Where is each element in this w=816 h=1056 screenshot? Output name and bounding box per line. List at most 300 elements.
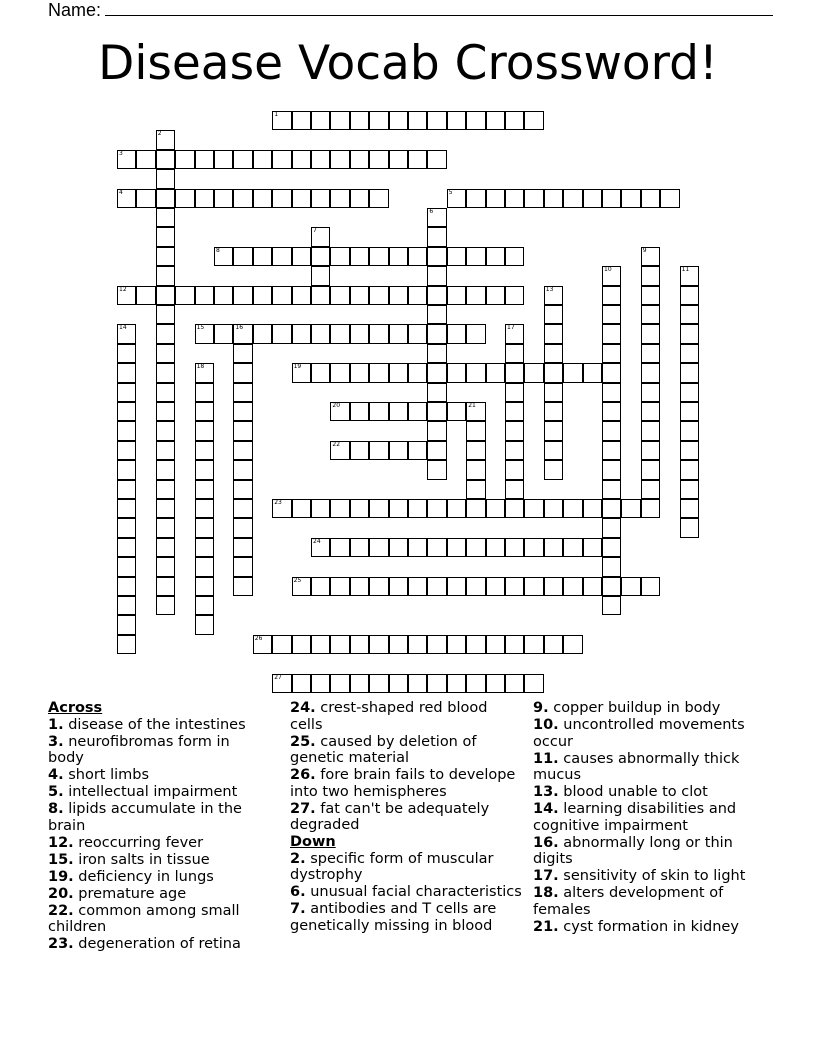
crossword-cell[interactable] — [505, 324, 524, 343]
crossword-cell[interactable] — [117, 635, 136, 654]
crossword-cell[interactable] — [330, 499, 349, 518]
crossword-cell[interactable] — [214, 286, 233, 305]
crossword-cell[interactable] — [505, 383, 524, 402]
crossword-cell[interactable] — [117, 596, 136, 615]
crossword-cell[interactable] — [602, 189, 621, 208]
crossword-cell[interactable] — [466, 460, 485, 479]
crossword-cell[interactable] — [505, 538, 524, 557]
crossword-cell[interactable] — [524, 577, 543, 596]
crossword-cell[interactable] — [272, 324, 291, 343]
crossword-cell[interactable] — [350, 635, 369, 654]
crossword-cell[interactable] — [233, 538, 252, 557]
crossword-cell[interactable] — [641, 383, 660, 402]
crossword-cell[interactable] — [544, 421, 563, 440]
crossword-cell[interactable] — [544, 635, 563, 654]
crossword-cell[interactable] — [195, 421, 214, 440]
crossword-cell[interactable] — [660, 189, 679, 208]
crossword-cell[interactable] — [330, 286, 349, 305]
crossword-cell[interactable] — [544, 441, 563, 460]
crossword-cell[interactable] — [117, 538, 136, 557]
crossword-cell[interactable] — [272, 150, 291, 169]
crossword-cell[interactable] — [427, 441, 446, 460]
crossword-cell[interactable] — [195, 441, 214, 460]
crossword-cell[interactable] — [641, 577, 660, 596]
crossword-cell[interactable] — [195, 557, 214, 576]
crossword-cell[interactable] — [292, 499, 311, 518]
crossword-cell[interactable] — [350, 363, 369, 382]
crossword-cell[interactable] — [505, 674, 524, 693]
crossword-cell[interactable] — [233, 518, 252, 537]
crossword-cell[interactable] — [466, 538, 485, 557]
crossword-cell[interactable] — [466, 111, 485, 130]
crossword-cell[interactable] — [427, 577, 446, 596]
crossword-cell[interactable] — [505, 344, 524, 363]
crossword-cell[interactable] — [680, 518, 699, 537]
crossword-cell[interactable] — [680, 324, 699, 343]
crossword-cell[interactable] — [350, 538, 369, 557]
crossword-cell[interactable] — [330, 247, 349, 266]
crossword-cell[interactable] — [292, 324, 311, 343]
crossword-cell[interactable] — [156, 460, 175, 479]
crossword-cell[interactable] — [486, 499, 505, 518]
crossword-cell[interactable] — [272, 286, 291, 305]
crossword-cell[interactable] — [641, 305, 660, 324]
crossword-cell[interactable] — [466, 189, 485, 208]
crossword-cell[interactable] — [544, 363, 563, 382]
crossword-cell[interactable] — [544, 305, 563, 324]
crossword-cell[interactable] — [466, 480, 485, 499]
crossword-cell[interactable] — [505, 286, 524, 305]
crossword-cell[interactable] — [544, 577, 563, 596]
crossword-cell[interactable] — [253, 189, 272, 208]
crossword-cell[interactable] — [544, 402, 563, 421]
crossword-cell[interactable] — [156, 208, 175, 227]
crossword-cell[interactable] — [602, 383, 621, 402]
crossword-cell[interactable] — [156, 266, 175, 285]
crossword-cell[interactable] — [447, 286, 466, 305]
crossword-cell[interactable] — [195, 189, 214, 208]
crossword-cell[interactable] — [486, 538, 505, 557]
crossword-cell[interactable] — [117, 344, 136, 363]
crossword-cell[interactable] — [330, 189, 349, 208]
crossword-cell[interactable] — [272, 635, 291, 654]
crossword-cell[interactable] — [156, 286, 175, 305]
crossword-cell[interactable] — [117, 286, 136, 305]
crossword-cell[interactable] — [466, 499, 485, 518]
crossword-cell[interactable] — [680, 344, 699, 363]
crossword-cell[interactable] — [311, 286, 330, 305]
crossword-cell[interactable] — [233, 421, 252, 440]
crossword-cell[interactable] — [641, 441, 660, 460]
crossword-cell[interactable] — [427, 111, 446, 130]
crossword-cell[interactable] — [427, 402, 446, 421]
crossword-cell[interactable] — [641, 247, 660, 266]
crossword-cell[interactable] — [602, 344, 621, 363]
crossword-cell[interactable] — [292, 150, 311, 169]
crossword-cell[interactable] — [350, 674, 369, 693]
crossword-cell[interactable] — [253, 324, 272, 343]
crossword-cell[interactable] — [447, 363, 466, 382]
crossword-cell[interactable] — [136, 150, 155, 169]
crossword-cell[interactable] — [311, 111, 330, 130]
crossword-cell[interactable] — [447, 577, 466, 596]
crossword-cell[interactable] — [369, 247, 388, 266]
crossword-cell[interactable] — [311, 189, 330, 208]
crossword-cell[interactable] — [350, 402, 369, 421]
crossword-cell[interactable] — [505, 247, 524, 266]
crossword-cell[interactable] — [350, 111, 369, 130]
crossword-cell[interactable] — [136, 286, 155, 305]
crossword-cell[interactable] — [641, 499, 660, 518]
crossword-cell[interactable] — [544, 383, 563, 402]
crossword-cell[interactable] — [602, 596, 621, 615]
crossword-cell[interactable] — [233, 577, 252, 596]
crossword-cell[interactable] — [641, 344, 660, 363]
crossword-cell[interactable] — [680, 460, 699, 479]
crossword-cell[interactable] — [602, 286, 621, 305]
crossword-cell[interactable] — [427, 266, 446, 285]
crossword-cell[interactable] — [602, 266, 621, 285]
crossword-cell[interactable] — [408, 538, 427, 557]
crossword-cell[interactable] — [408, 150, 427, 169]
crossword-cell[interactable] — [292, 247, 311, 266]
crossword-cell[interactable] — [369, 538, 388, 557]
crossword-cell[interactable] — [369, 111, 388, 130]
crossword-cell[interactable] — [486, 635, 505, 654]
crossword-cell[interactable] — [311, 266, 330, 285]
crossword-cell[interactable] — [195, 577, 214, 596]
crossword-cell[interactable] — [389, 577, 408, 596]
crossword-cell[interactable] — [447, 111, 466, 130]
crossword-cell[interactable] — [602, 363, 621, 382]
crossword-cell[interactable] — [117, 324, 136, 343]
crossword-cell[interactable] — [602, 441, 621, 460]
crossword-cell[interactable] — [427, 538, 446, 557]
crossword-cell[interactable] — [117, 460, 136, 479]
crossword-cell[interactable] — [408, 111, 427, 130]
crossword-cell[interactable] — [408, 499, 427, 518]
crossword-cell[interactable] — [156, 150, 175, 169]
crossword-cell[interactable] — [466, 402, 485, 421]
crossword-cell[interactable] — [369, 674, 388, 693]
crossword-cell[interactable] — [272, 189, 291, 208]
crossword-cell[interactable] — [330, 538, 349, 557]
crossword-cell[interactable] — [117, 441, 136, 460]
crossword-cell[interactable] — [680, 441, 699, 460]
crossword-cell[interactable] — [486, 247, 505, 266]
crossword-cell[interactable] — [427, 460, 446, 479]
crossword-cell[interactable] — [214, 150, 233, 169]
crossword-cell[interactable] — [680, 402, 699, 421]
crossword-cell[interactable] — [156, 577, 175, 596]
crossword-cell[interactable] — [117, 363, 136, 382]
crossword-cell[interactable] — [602, 460, 621, 479]
crossword-cell[interactable] — [233, 480, 252, 499]
crossword-cell[interactable] — [641, 402, 660, 421]
crossword-cell[interactable] — [447, 324, 466, 343]
crossword-cell[interactable] — [602, 324, 621, 343]
crossword-cell[interactable] — [486, 111, 505, 130]
crossword-cell[interactable] — [389, 324, 408, 343]
crossword-cell[interactable] — [156, 402, 175, 421]
crossword-cell[interactable] — [408, 674, 427, 693]
crossword-cell[interactable] — [156, 169, 175, 188]
crossword-cell[interactable] — [408, 286, 427, 305]
crossword-cell[interactable] — [544, 324, 563, 343]
crossword-cell[interactable] — [583, 363, 602, 382]
crossword-cell[interactable] — [524, 499, 543, 518]
crossword-cell[interactable] — [156, 130, 175, 149]
crossword-cell[interactable] — [680, 363, 699, 382]
crossword-cell[interactable] — [156, 596, 175, 615]
crossword-cell[interactable] — [195, 499, 214, 518]
crossword-cell[interactable] — [447, 402, 466, 421]
crossword-cell[interactable] — [272, 674, 291, 693]
crossword-cell[interactable] — [583, 577, 602, 596]
crossword-cell[interactable] — [350, 286, 369, 305]
crossword-cell[interactable] — [447, 674, 466, 693]
crossword-cell[interactable] — [563, 363, 582, 382]
crossword-cell[interactable] — [505, 577, 524, 596]
crossword-cell[interactable] — [447, 189, 466, 208]
crossword-cell[interactable] — [195, 538, 214, 557]
crossword-cell[interactable] — [253, 635, 272, 654]
crossword-cell[interactable] — [292, 577, 311, 596]
crossword-cell[interactable] — [408, 247, 427, 266]
crossword-cell[interactable] — [233, 460, 252, 479]
crossword-cell[interactable] — [486, 577, 505, 596]
crossword-cell[interactable] — [505, 111, 524, 130]
crossword-cell[interactable] — [641, 480, 660, 499]
crossword-cell[interactable] — [505, 402, 524, 421]
crossword-cell[interactable] — [330, 363, 349, 382]
crossword-cell[interactable] — [680, 480, 699, 499]
crossword-cell[interactable] — [369, 402, 388, 421]
crossword-cell[interactable] — [233, 150, 252, 169]
crossword-cell[interactable] — [427, 227, 446, 246]
crossword-cell[interactable] — [350, 499, 369, 518]
crossword-cell[interactable] — [505, 460, 524, 479]
crossword-cell[interactable] — [544, 344, 563, 363]
crossword-cell[interactable] — [621, 189, 640, 208]
crossword-cell[interactable] — [680, 286, 699, 305]
crossword-cell[interactable] — [563, 189, 582, 208]
crossword-cell[interactable] — [427, 674, 446, 693]
crossword-cell[interactable] — [195, 286, 214, 305]
crossword-cell[interactable] — [427, 324, 446, 343]
crossword-cell[interactable] — [524, 538, 543, 557]
crossword-cell[interactable] — [466, 441, 485, 460]
crossword-cell[interactable] — [602, 577, 621, 596]
crossword-cell[interactable] — [369, 577, 388, 596]
crossword-cell[interactable] — [466, 286, 485, 305]
crossword-cell[interactable] — [156, 247, 175, 266]
crossword-cell[interactable] — [330, 441, 349, 460]
crossword-cell[interactable] — [175, 150, 194, 169]
crossword-cell[interactable] — [136, 189, 155, 208]
crossword-cell[interactable] — [330, 111, 349, 130]
crossword-cell[interactable] — [195, 383, 214, 402]
crossword-cell[interactable] — [447, 635, 466, 654]
crossword-cell[interactable] — [389, 674, 408, 693]
crossword-cell[interactable] — [427, 150, 446, 169]
crossword-cell[interactable] — [311, 635, 330, 654]
crossword-cell[interactable] — [117, 150, 136, 169]
crossword-cell[interactable] — [156, 538, 175, 557]
crossword-cell[interactable] — [117, 499, 136, 518]
crossword-cell[interactable] — [117, 421, 136, 440]
crossword-cell[interactable] — [233, 286, 252, 305]
crossword-cell[interactable] — [253, 286, 272, 305]
crossword-cell[interactable] — [389, 402, 408, 421]
crossword-cell[interactable] — [311, 150, 330, 169]
crossword-cell[interactable] — [408, 441, 427, 460]
crossword-cell[interactable] — [311, 674, 330, 693]
crossword-cell[interactable] — [233, 363, 252, 382]
crossword-cell[interactable] — [195, 402, 214, 421]
crossword-cell[interactable] — [602, 557, 621, 576]
crossword-cell[interactable] — [544, 538, 563, 557]
crossword-cell[interactable] — [427, 247, 446, 266]
crossword-cell[interactable] — [389, 441, 408, 460]
crossword-cell[interactable] — [466, 247, 485, 266]
crossword-cell[interactable] — [233, 383, 252, 402]
crossword-cell[interactable] — [505, 189, 524, 208]
crossword-cell[interactable] — [156, 189, 175, 208]
crossword-cell[interactable] — [389, 111, 408, 130]
crossword-cell[interactable] — [524, 111, 543, 130]
crossword-cell[interactable] — [156, 305, 175, 324]
crossword-cell[interactable] — [408, 402, 427, 421]
crossword-cell[interactable] — [427, 383, 446, 402]
crossword-cell[interactable] — [311, 538, 330, 557]
crossword-cell[interactable] — [369, 189, 388, 208]
crossword-cell[interactable] — [117, 518, 136, 537]
crossword-cell[interactable] — [447, 538, 466, 557]
crossword-cell[interactable] — [292, 363, 311, 382]
crossword-cell[interactable] — [641, 460, 660, 479]
crossword-cell[interactable] — [175, 189, 194, 208]
crossword-cell[interactable] — [621, 577, 640, 596]
crossword-cell[interactable] — [195, 518, 214, 537]
crossword-cell[interactable] — [466, 635, 485, 654]
crossword-cell[interactable] — [311, 577, 330, 596]
crossword-cell[interactable] — [680, 383, 699, 402]
crossword-cell[interactable] — [117, 383, 136, 402]
crossword-cell[interactable] — [253, 150, 272, 169]
crossword-cell[interactable] — [544, 499, 563, 518]
crossword-cell[interactable] — [350, 324, 369, 343]
crossword-cell[interactable] — [292, 189, 311, 208]
crossword-cell[interactable] — [486, 286, 505, 305]
crossword-cell[interactable] — [156, 518, 175, 537]
crossword-cell[interactable] — [544, 460, 563, 479]
crossword-cell[interactable] — [427, 286, 446, 305]
crossword-cell[interactable] — [505, 480, 524, 499]
crossword-cell[interactable] — [195, 363, 214, 382]
crossword-cell[interactable] — [466, 577, 485, 596]
crossword-cell[interactable] — [311, 247, 330, 266]
crossword-cell[interactable] — [330, 150, 349, 169]
crossword-cell[interactable] — [466, 674, 485, 693]
crossword-cell[interactable] — [233, 557, 252, 576]
crossword-cell[interactable] — [350, 150, 369, 169]
crossword-cell[interactable] — [369, 363, 388, 382]
crossword-cell[interactable] — [680, 266, 699, 285]
crossword-cell[interactable] — [524, 189, 543, 208]
crossword-cell[interactable] — [544, 286, 563, 305]
crossword-cell[interactable] — [117, 189, 136, 208]
crossword-cell[interactable] — [408, 363, 427, 382]
crossword-cell[interactable] — [602, 421, 621, 440]
crossword-cell[interactable] — [156, 383, 175, 402]
crossword-cell[interactable] — [427, 635, 446, 654]
crossword-cell[interactable] — [602, 538, 621, 557]
crossword-cell[interactable] — [117, 480, 136, 499]
crossword-cell[interactable] — [311, 363, 330, 382]
crossword-cell[interactable] — [389, 538, 408, 557]
crossword-cell[interactable] — [292, 111, 311, 130]
crossword-cell[interactable] — [350, 189, 369, 208]
crossword-cell[interactable] — [117, 557, 136, 576]
crossword-cell[interactable] — [602, 480, 621, 499]
crossword-cell[interactable] — [427, 305, 446, 324]
crossword-cell[interactable] — [195, 615, 214, 634]
crossword-cell[interactable] — [389, 363, 408, 382]
crossword-cell[interactable] — [117, 615, 136, 634]
crossword-cell[interactable] — [292, 635, 311, 654]
crossword-cell[interactable] — [156, 421, 175, 440]
crossword-cell[interactable] — [680, 421, 699, 440]
crossword-cell[interactable] — [544, 189, 563, 208]
crossword-cell[interactable] — [369, 635, 388, 654]
crossword-cell[interactable] — [195, 460, 214, 479]
crossword-cell[interactable] — [621, 499, 640, 518]
crossword-cell[interactable] — [175, 286, 194, 305]
crossword-cell[interactable] — [447, 247, 466, 266]
crossword-cell[interactable] — [389, 247, 408, 266]
crossword-cell[interactable] — [563, 635, 582, 654]
crossword-cell[interactable] — [272, 247, 291, 266]
crossword-cell[interactable] — [272, 111, 291, 130]
crossword-cell[interactable] — [563, 499, 582, 518]
crossword-cell[interactable] — [369, 286, 388, 305]
crossword-cell[interactable] — [641, 189, 660, 208]
crossword-cell[interactable] — [311, 227, 330, 246]
crossword-cell[interactable] — [602, 499, 621, 518]
crossword-cell[interactable] — [524, 363, 543, 382]
crossword-cell[interactable] — [117, 402, 136, 421]
crossword-cell[interactable] — [486, 363, 505, 382]
crossword-cell[interactable] — [680, 305, 699, 324]
crossword-cell[interactable] — [330, 577, 349, 596]
crossword-cell[interactable] — [466, 363, 485, 382]
crossword-cell[interactable] — [466, 421, 485, 440]
crossword-cell[interactable] — [505, 363, 524, 382]
crossword-cell[interactable] — [233, 324, 252, 343]
crossword-cell[interactable] — [195, 596, 214, 615]
crossword-cell[interactable] — [408, 324, 427, 343]
crossword-cell[interactable] — [602, 305, 621, 324]
crossword-cell[interactable] — [427, 208, 446, 227]
crossword-cell[interactable] — [389, 499, 408, 518]
crossword-cell[interactable] — [350, 577, 369, 596]
crossword-cell[interactable] — [195, 324, 214, 343]
crossword-cell[interactable] — [214, 247, 233, 266]
crossword-cell[interactable] — [233, 441, 252, 460]
crossword-cell[interactable] — [583, 189, 602, 208]
crossword-cell[interactable] — [505, 499, 524, 518]
